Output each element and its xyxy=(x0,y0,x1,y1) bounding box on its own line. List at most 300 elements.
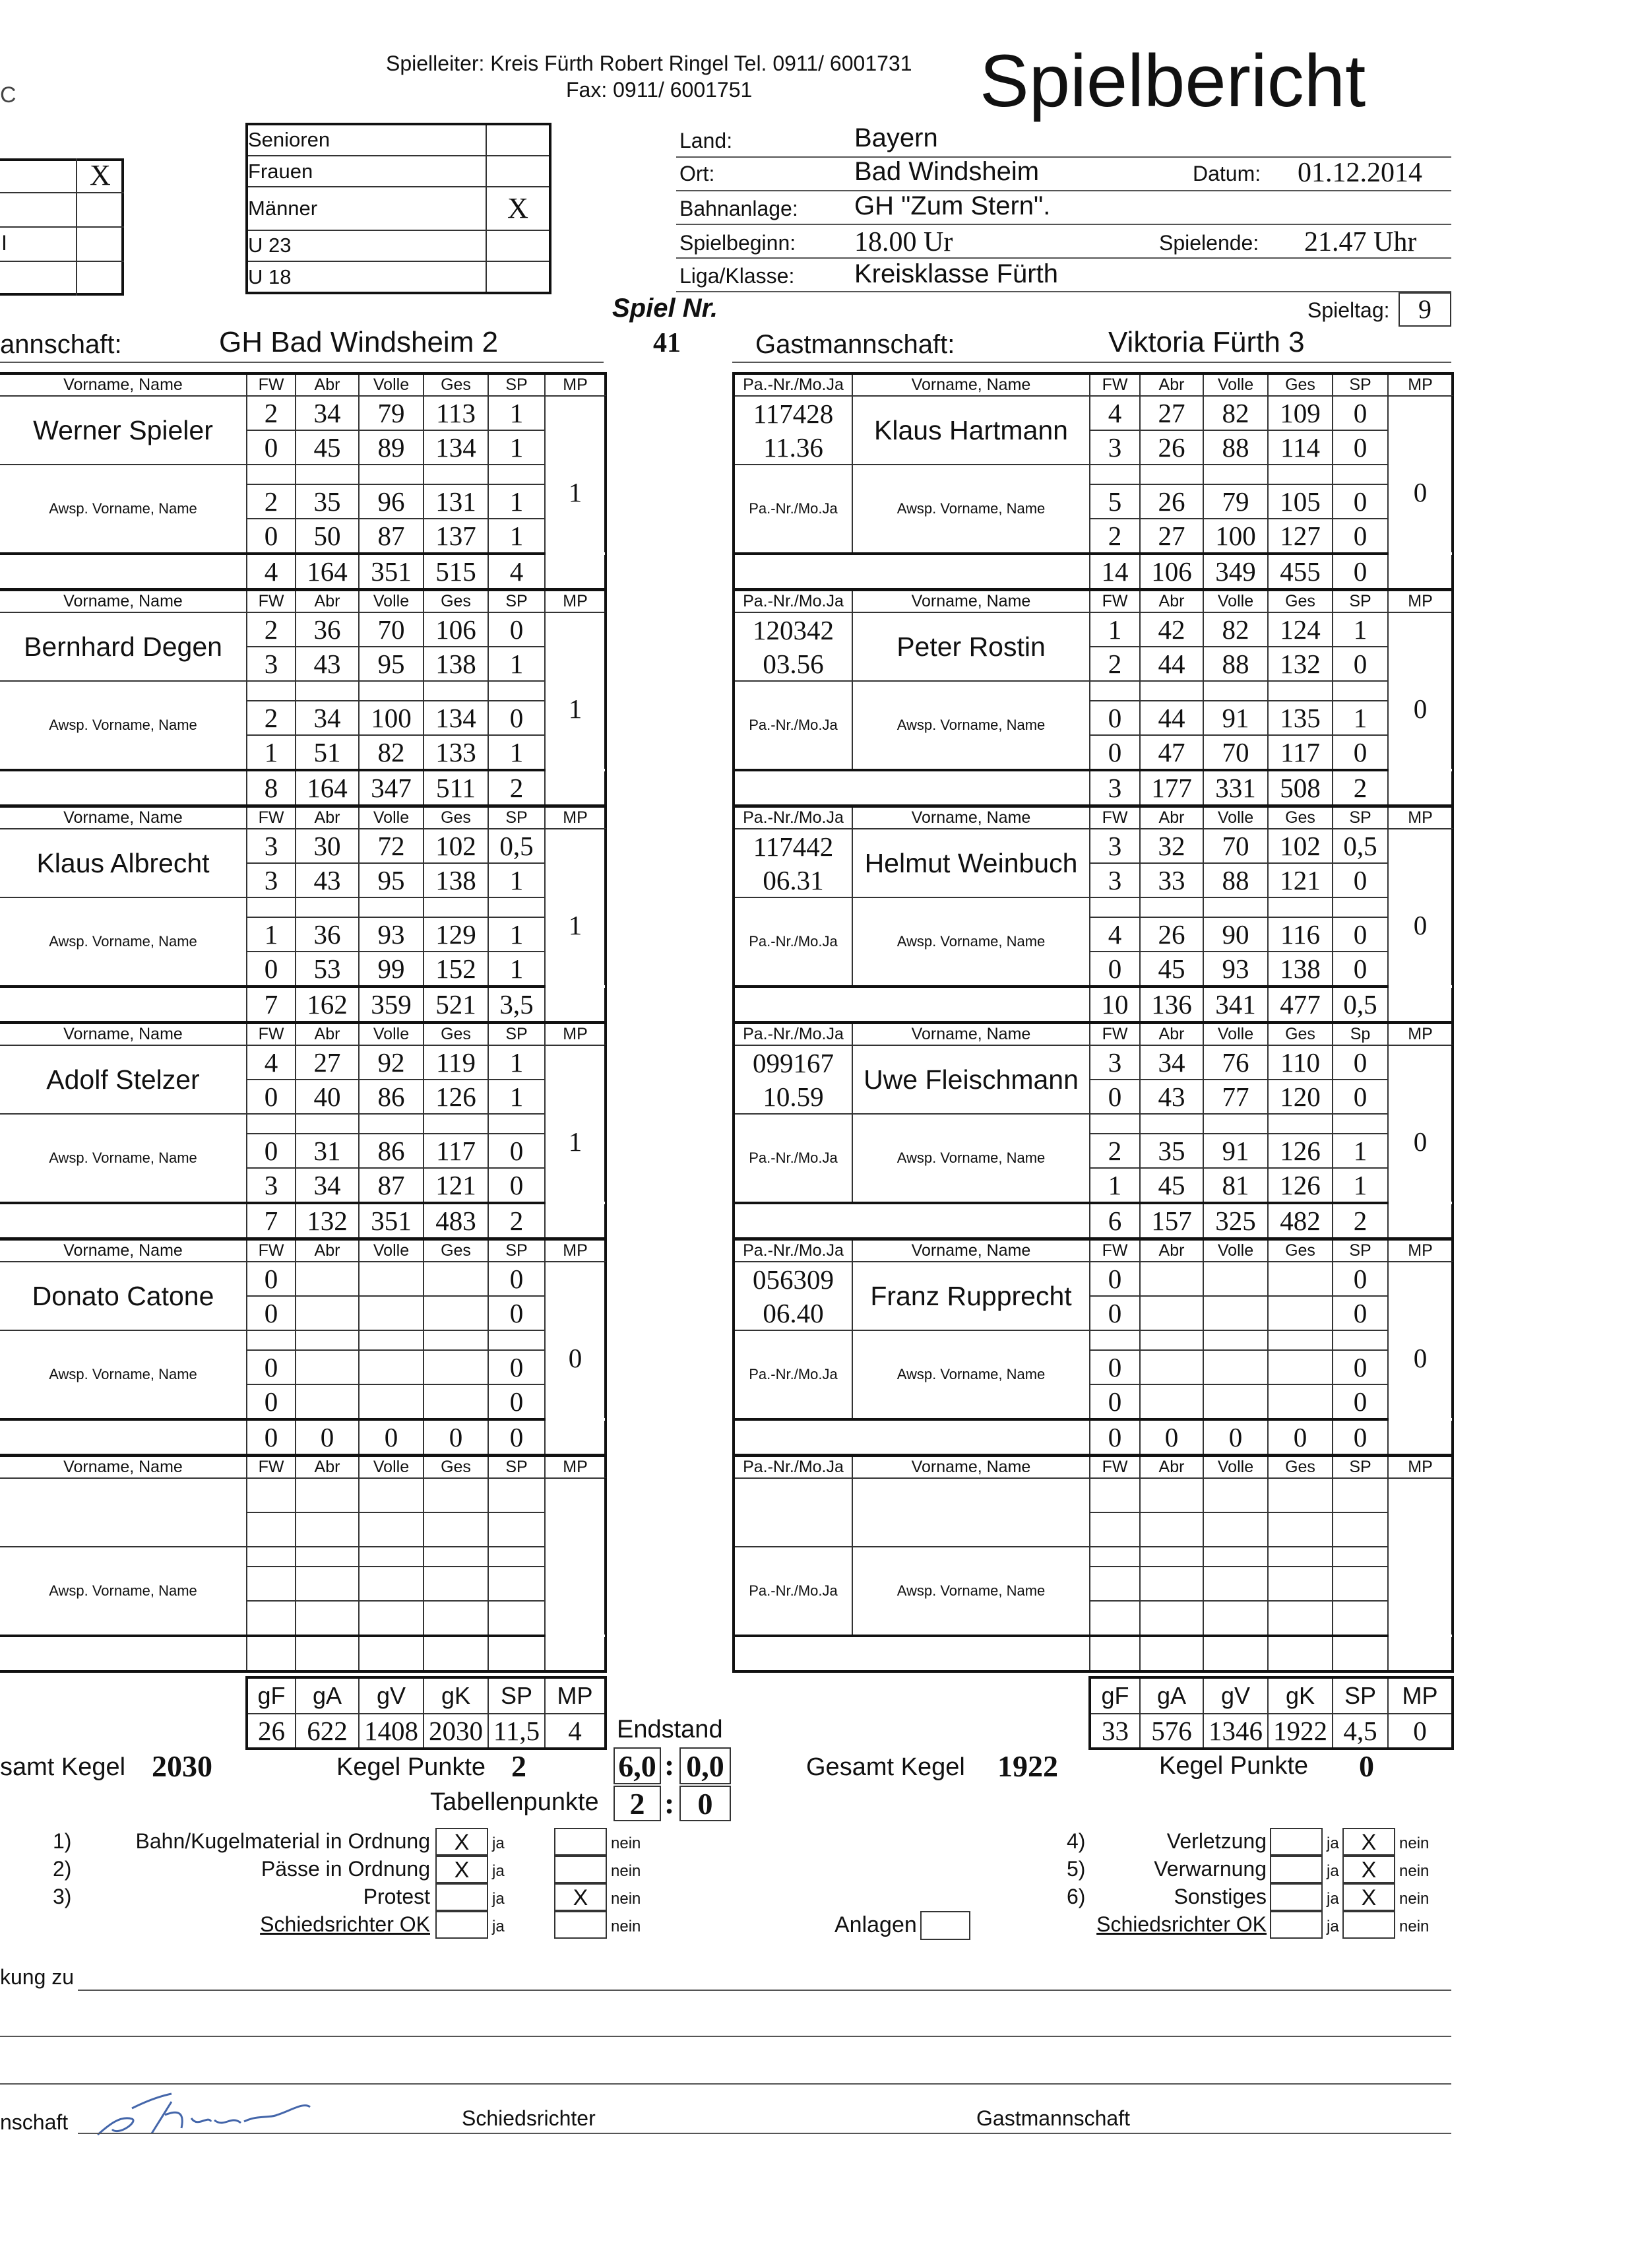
abr-header: Abr xyxy=(1140,1239,1203,1262)
spacer-cell xyxy=(1140,465,1203,484)
player-header-row xyxy=(0,590,606,613)
volle-cell: 79 xyxy=(359,396,424,430)
tabellenpunkte-home: 2 xyxy=(614,1786,661,1821)
volle-cell xyxy=(359,1296,424,1330)
home-signature-label: nschaft xyxy=(0,2110,69,2134)
pass-header: Pa.-Nr./Mo.Ja xyxy=(734,590,852,613)
sp-cell: 0 xyxy=(1333,863,1388,897)
ges-cell xyxy=(424,1512,488,1547)
player-mp xyxy=(545,1478,606,1671)
volle-cell xyxy=(359,1350,424,1384)
pass-number: 056309 xyxy=(734,1262,852,1296)
ges-cell: 126 xyxy=(424,1080,488,1114)
ges-cell xyxy=(424,1262,488,1296)
total-abr: 106 xyxy=(1140,554,1203,590)
sp-cell: 0 xyxy=(1333,1045,1388,1080)
sp-cell: 0 xyxy=(488,1296,545,1330)
ges-cell: 121 xyxy=(1268,863,1333,897)
total-ges: 515 xyxy=(424,554,488,590)
volle-cell: 87 xyxy=(359,1168,424,1203)
ges-cell: 106 xyxy=(424,612,488,647)
guest-gesamt-value: 1922 xyxy=(997,1749,1058,1783)
spacer-cell xyxy=(296,1547,359,1567)
total-fw: 6 xyxy=(1090,1203,1140,1239)
player-name: Bernhard Degen xyxy=(0,612,247,681)
abr-cell: 53 xyxy=(296,952,359,987)
volle-cell: 87 xyxy=(359,519,424,554)
spielbeginn-label: Spielbeginn: xyxy=(679,231,796,255)
player-name: Adolf Stelzer xyxy=(0,1045,247,1114)
player-mp: 0 xyxy=(1388,829,1453,1023)
abr-cell xyxy=(1140,1601,1203,1636)
total-spacer xyxy=(0,987,247,1023)
nein-checkbox[interactable]: X xyxy=(1342,1856,1395,1883)
sum-header: gA xyxy=(1140,1677,1203,1714)
ja-checkbox[interactable] xyxy=(1270,1828,1323,1856)
abr-cell: 43 xyxy=(1140,1080,1203,1114)
endstand-home: 6,0 xyxy=(614,1747,661,1784)
spacer-cell xyxy=(1268,897,1333,917)
spacer-cell xyxy=(1333,681,1388,701)
ges-cell: 131 xyxy=(424,484,488,519)
player-total-row xyxy=(0,1203,606,1239)
ja-checkbox[interactable] xyxy=(1270,1883,1323,1911)
ja-label: ja xyxy=(1327,1918,1339,1935)
player-total-row xyxy=(734,1203,1453,1239)
volle-cell xyxy=(359,1567,424,1601)
vorname-header: Vorname, Name xyxy=(0,1023,247,1046)
ja-checkbox[interactable] xyxy=(435,1911,488,1939)
sp-header: SP xyxy=(488,590,545,613)
ges-header: Ges xyxy=(424,373,488,396)
pass-number: 117428 xyxy=(734,396,852,430)
fw-cell: 0 xyxy=(247,1080,296,1114)
substitute-pass-label: Pa.-Nr./Mo.Ja xyxy=(734,1547,852,1636)
total-ges: 455 xyxy=(1268,554,1333,590)
total-spacer xyxy=(734,1636,1090,1671)
abr-cell: 26 xyxy=(1140,484,1203,519)
fw-cell: 0 xyxy=(247,952,296,987)
ges-cell: 109 xyxy=(1268,396,1333,430)
spiel-nr-label: Spiel Nr. xyxy=(612,294,718,323)
mp-header: MP xyxy=(1388,373,1453,396)
volle-header: Volle xyxy=(1203,373,1268,396)
substitute-row xyxy=(734,465,1453,484)
total-abr: 0 xyxy=(296,1419,359,1456)
sum-header: SP xyxy=(488,1677,545,1714)
abr-cell: 35 xyxy=(1140,1134,1203,1168)
bahnanlage-label: Bahnanlage: xyxy=(679,197,798,220)
player-total-row xyxy=(734,554,1453,590)
sum-header: gK xyxy=(424,1677,488,1714)
spacer-cell xyxy=(1140,1330,1203,1350)
sp-header: SP xyxy=(488,806,545,829)
sp-cell: 1 xyxy=(1333,1134,1388,1168)
table-row xyxy=(0,612,606,647)
spacer-cell xyxy=(488,1547,545,1567)
abr-cell: 34 xyxy=(296,701,359,735)
category-label: Frauen xyxy=(248,156,486,187)
fw-header: FW xyxy=(1090,590,1140,613)
anlagen-label: Anlagen xyxy=(834,1912,917,1937)
sp-cell xyxy=(1333,1512,1388,1547)
page-title: Spielbericht xyxy=(980,40,1366,122)
sp-header: SP xyxy=(1333,1456,1388,1479)
liga-label: Liga/Klasse: xyxy=(679,264,795,288)
abr-cell: 30 xyxy=(296,829,359,863)
sp-cell: 1 xyxy=(488,1045,545,1080)
sp-cell: 0 xyxy=(488,1262,545,1296)
ges-cell xyxy=(424,1478,488,1512)
total-volle: 351 xyxy=(359,554,424,590)
volle-header: Volle xyxy=(359,1456,424,1479)
player-name: Werner Spieler xyxy=(0,396,247,465)
spacer-cell xyxy=(296,465,359,484)
abr-header: Abr xyxy=(296,1456,359,1479)
home-kegelpunkte-label: Kegel Punkte xyxy=(336,1753,486,1781)
fw-cell xyxy=(247,1478,296,1512)
check-label: Schiedsrichter OK xyxy=(260,1912,430,1936)
total-fw: 14 xyxy=(1090,554,1140,590)
fw-cell: 2 xyxy=(1090,647,1140,681)
tabellenpunkte-label: Tabellenpunkte xyxy=(430,1788,599,1816)
volle-cell xyxy=(359,1478,424,1512)
total-volle: 325 xyxy=(1203,1203,1268,1239)
abr-cell xyxy=(1140,1478,1203,1512)
spacer-cell xyxy=(247,681,296,701)
total-spacer xyxy=(734,770,1090,806)
nein-checkbox[interactable] xyxy=(1342,1911,1395,1939)
category-mark xyxy=(486,156,549,187)
pass-number: 099167 xyxy=(734,1045,852,1080)
vorname-header: Vorname, Name xyxy=(852,1456,1090,1479)
check-number: 3) xyxy=(53,1885,72,1908)
total-abr: 157 xyxy=(1140,1203,1203,1239)
sp-cell: 0 xyxy=(1333,430,1388,465)
substitute-label: Awsp. Vorname, Name xyxy=(0,465,247,554)
total-volle: 351 xyxy=(359,1203,424,1239)
volle-cell: 70 xyxy=(1203,735,1268,770)
ges-cell: 138 xyxy=(1268,952,1333,987)
spacer-cell xyxy=(1090,465,1140,484)
player-header-row xyxy=(734,373,1453,396)
nein-checkbox[interactable]: X xyxy=(1342,1883,1395,1911)
abr-header: Abr xyxy=(296,806,359,829)
spacer-cell xyxy=(1140,1114,1203,1134)
ges-cell: 126 xyxy=(1268,1168,1333,1203)
player-name xyxy=(852,1478,1090,1547)
player-name: Uwe Fleischmann xyxy=(852,1045,1090,1114)
total-abr xyxy=(1140,1636,1203,1671)
total-sp: 2 xyxy=(488,770,545,806)
remark-label: kung zu xyxy=(0,1965,75,1989)
spacer-cell xyxy=(488,1114,545,1134)
volle-cell: 86 xyxy=(359,1134,424,1168)
substitute-label: Awsp. Vorname, Name xyxy=(852,465,1090,554)
substitute-row xyxy=(0,1547,606,1567)
guest-kegelpunkte-value: 0 xyxy=(1359,1749,1374,1783)
fw-cell: 0 xyxy=(247,1262,296,1296)
total-ges: 482 xyxy=(1268,1203,1333,1239)
volle-cell: 91 xyxy=(1203,701,1268,735)
table-row xyxy=(734,647,1453,681)
nein-checkbox[interactable] xyxy=(554,1828,607,1856)
ges-header: Ges xyxy=(424,590,488,613)
volle-cell: 79 xyxy=(1203,484,1268,519)
left-box-row-mark: I xyxy=(1,231,7,255)
volle-header: Volle xyxy=(359,806,424,829)
sp-cell: 1 xyxy=(1333,612,1388,647)
spacer-cell xyxy=(1090,1547,1140,1567)
corner-mark: C xyxy=(0,82,16,108)
check-number: 4) xyxy=(1067,1829,1086,1853)
table-row xyxy=(734,1080,1453,1114)
fw-cell xyxy=(247,1567,296,1601)
fw-cell: 2 xyxy=(1090,1134,1140,1168)
spacer-cell xyxy=(296,1330,359,1350)
fw-cell: 1 xyxy=(247,735,296,770)
sp-cell: 0 xyxy=(1333,917,1388,952)
spacer-cell xyxy=(359,1330,424,1350)
fw-cell: 0 xyxy=(1090,1350,1140,1384)
sp-cell: 1 xyxy=(488,647,545,681)
ja-checkbox[interactable] xyxy=(1270,1911,1323,1939)
fw-cell: 2 xyxy=(1090,519,1140,554)
total-spacer xyxy=(734,1419,1090,1456)
abr-cell: 45 xyxy=(296,430,359,465)
sum-header: gK xyxy=(1268,1677,1333,1714)
tabellenpunkte-separator: : xyxy=(664,1786,675,1820)
player-total-row xyxy=(0,770,606,806)
abr-header: Abr xyxy=(296,590,359,613)
category-label: Senioren xyxy=(248,125,486,156)
volle-cell: 96 xyxy=(359,484,424,519)
volle-cell: 91 xyxy=(1203,1134,1268,1168)
home-kegelpunkte-value: 2 xyxy=(511,1749,526,1783)
fw-cell: 0 xyxy=(247,1134,296,1168)
table-row xyxy=(734,829,1453,863)
abr-cell: 26 xyxy=(1140,917,1203,952)
abr-cell xyxy=(296,1512,359,1547)
substitute-pass-label: Pa.-Nr./Mo.Ja xyxy=(734,465,852,554)
ja-label: ja xyxy=(1327,1890,1339,1908)
table-row xyxy=(734,396,1453,430)
datum-label: Datum: xyxy=(1193,162,1261,185)
player-name: Helmut Weinbuch xyxy=(852,829,1090,897)
total-ges xyxy=(1268,1636,1333,1671)
total-volle: 0 xyxy=(1203,1419,1268,1456)
sp-cell: 1 xyxy=(488,396,545,430)
sp-cell: 1 xyxy=(488,484,545,519)
guest-sum-ga: 576 xyxy=(1140,1714,1203,1749)
player-mp: 1 xyxy=(545,612,606,806)
substitute-label: Awsp. Vorname, Name xyxy=(0,897,247,987)
ja-checkbox[interactable] xyxy=(1270,1856,1323,1883)
nein-label: nein xyxy=(611,1862,641,1880)
sp-header: SP xyxy=(488,1456,545,1479)
total-sp: 0,5 xyxy=(1333,987,1388,1023)
nein-checkbox[interactable]: X xyxy=(1342,1828,1395,1856)
nein-label: nein xyxy=(1399,1918,1430,1935)
vorname-header: Vorname, Name xyxy=(852,1239,1090,1262)
fw-cell: 5 xyxy=(1090,484,1140,519)
abr-header: Abr xyxy=(296,1239,359,1262)
total-fw: 8 xyxy=(247,770,296,806)
check-number: 6) xyxy=(1067,1885,1086,1908)
volle-cell xyxy=(1203,1296,1268,1330)
fw-cell: 2 xyxy=(247,701,296,735)
total-abr xyxy=(296,1636,359,1671)
category-box xyxy=(245,123,551,294)
ges-cell: 110 xyxy=(1268,1045,1333,1080)
volle-cell: 72 xyxy=(359,829,424,863)
volle-cell xyxy=(1203,1262,1268,1296)
sp-cell: 1 xyxy=(488,735,545,770)
player-total-row xyxy=(734,770,1453,806)
ges-cell: 137 xyxy=(424,519,488,554)
check-label: Verwarnung xyxy=(1154,1857,1267,1881)
volle-cell: 99 xyxy=(359,952,424,987)
check-label: Bahn/Kugelmaterial in Ordnung xyxy=(135,1829,430,1853)
anlagen-checkbox[interactable] xyxy=(920,1911,970,1940)
fw-header: FW xyxy=(247,373,296,396)
ort-value: Bad Windsheim xyxy=(854,157,1040,186)
vorname-header: Vorname, Name xyxy=(852,590,1090,613)
spacer-cell xyxy=(1268,465,1333,484)
abr-cell xyxy=(296,1601,359,1636)
fw-cell: 3 xyxy=(247,829,296,863)
ges-cell: 117 xyxy=(1268,735,1333,770)
player-total-row xyxy=(0,1419,606,1456)
fw-cell: 0 xyxy=(247,1350,296,1384)
abr-header: Abr xyxy=(296,373,359,396)
total-volle: 349 xyxy=(1203,554,1268,590)
guest-sum-gv: 1346 xyxy=(1203,1714,1268,1749)
check-label: Pässe in Ordnung xyxy=(261,1857,430,1881)
volle-cell: 77 xyxy=(1203,1080,1268,1114)
home-sum-mp: 4 xyxy=(545,1714,606,1749)
category-label: Männer xyxy=(248,187,486,230)
total-sp: 2 xyxy=(488,1203,545,1239)
total-volle xyxy=(359,1636,424,1671)
pass-header: Pa.-Nr./Mo.Ja xyxy=(734,1023,852,1046)
spacer-cell xyxy=(488,897,545,917)
abr-cell: 32 xyxy=(1140,829,1203,863)
volle-cell: 76 xyxy=(1203,1045,1268,1080)
referee-signature-label: Schiedsrichter xyxy=(462,2106,596,2130)
fw-cell: 0 xyxy=(1090,1262,1140,1296)
nein-checkbox[interactable] xyxy=(554,1911,607,1939)
spieltag-label: Spieltag: xyxy=(1307,298,1390,322)
fw-cell xyxy=(1090,1567,1140,1601)
spacer-cell xyxy=(1268,1114,1333,1134)
player-name: Peter Rostin xyxy=(852,612,1090,681)
table-row xyxy=(0,1045,606,1080)
total-spacer xyxy=(0,770,247,806)
volle-header: Volle xyxy=(359,590,424,613)
sp-cell xyxy=(488,1512,545,1547)
substitute-pass-label: Pa.-Nr./Mo.Ja xyxy=(734,897,852,987)
ges-cell: 135 xyxy=(1268,701,1333,735)
total-sp: 0 xyxy=(1333,1419,1388,1456)
volle-cell xyxy=(359,1512,424,1547)
fw-header: FW xyxy=(1090,1023,1140,1046)
spacer-cell xyxy=(488,1330,545,1350)
category-mark: X xyxy=(486,187,549,230)
abr-cell: 50 xyxy=(296,519,359,554)
ges-cell: 119 xyxy=(424,1045,488,1080)
nein-label: nein xyxy=(611,1890,641,1908)
volle-cell xyxy=(359,1601,424,1636)
category-label: U 18 xyxy=(248,261,486,292)
total-volle: 341 xyxy=(1203,987,1268,1023)
volle-cell: 90 xyxy=(1203,917,1268,952)
fw-header: FW xyxy=(247,590,296,613)
ges-cell xyxy=(1268,1512,1333,1547)
home-sums-table xyxy=(245,1676,607,1750)
sp-header: SP xyxy=(1333,1239,1388,1262)
substitute-label: Awsp. Vorname, Name xyxy=(852,897,1090,987)
volle-header: Volle xyxy=(1203,1239,1268,1262)
nein-checkbox[interactable]: X xyxy=(554,1883,607,1911)
sp-cell: 0 xyxy=(1333,1296,1388,1330)
ges-cell: 113 xyxy=(424,396,488,430)
game-leader-line: Spielleiter: Kreis Fürth Robert Ringel Tel. 0911/ 6001731 xyxy=(386,51,912,75)
abr-cell xyxy=(1140,1512,1203,1547)
total-abr: 132 xyxy=(296,1203,359,1239)
ges-cell: 102 xyxy=(424,829,488,863)
spacer-cell xyxy=(1333,1330,1388,1350)
ja-checkbox[interactable]: X xyxy=(435,1828,488,1856)
spacer-cell xyxy=(247,465,296,484)
guest-team-name: Viktoria Fürth 3 xyxy=(1108,326,1305,358)
player-total-row xyxy=(734,1419,1453,1456)
ja-checkbox[interactable] xyxy=(435,1883,488,1911)
birth-month-year: 11.36 xyxy=(734,430,852,465)
pass-header: Pa.-Nr./Mo.Ja xyxy=(734,373,852,396)
game-leader-fax: Fax: 0911/ 6001751 xyxy=(566,78,753,102)
fw-cell: 0 xyxy=(1090,1384,1140,1419)
fw-header: FW xyxy=(1090,1456,1140,1479)
total-fw xyxy=(1090,1636,1140,1671)
total-spacer xyxy=(734,1203,1090,1239)
player-mp: 1 xyxy=(545,1045,606,1239)
volle-cell: 95 xyxy=(359,647,424,681)
player-total-row xyxy=(0,1636,606,1671)
sp-header: SP xyxy=(1333,373,1388,396)
mp-header: MP xyxy=(545,373,606,396)
sp-cell: 1 xyxy=(488,952,545,987)
sp-cell: 0 xyxy=(488,1168,545,1203)
check-number: 1) xyxy=(53,1829,72,1853)
spacer-cell xyxy=(1090,1330,1140,1350)
sp-cell: 1 xyxy=(488,1080,545,1114)
ja-checkbox[interactable]: X xyxy=(435,1856,488,1883)
abr-cell: 51 xyxy=(296,735,359,770)
home-score-table xyxy=(0,372,607,1673)
birth-month-year xyxy=(734,1512,852,1547)
spacer-cell xyxy=(424,897,488,917)
ges-cell: 126 xyxy=(1268,1134,1333,1168)
spacer-cell xyxy=(359,1114,424,1134)
sp-cell: 0 xyxy=(488,612,545,647)
nein-checkbox[interactable] xyxy=(554,1856,607,1883)
sum-header: MP xyxy=(545,1677,606,1714)
volle-cell xyxy=(359,1384,424,1419)
abr-cell: 40 xyxy=(296,1080,359,1114)
volle-header: Volle xyxy=(359,1023,424,1046)
spacer-cell xyxy=(247,897,296,917)
